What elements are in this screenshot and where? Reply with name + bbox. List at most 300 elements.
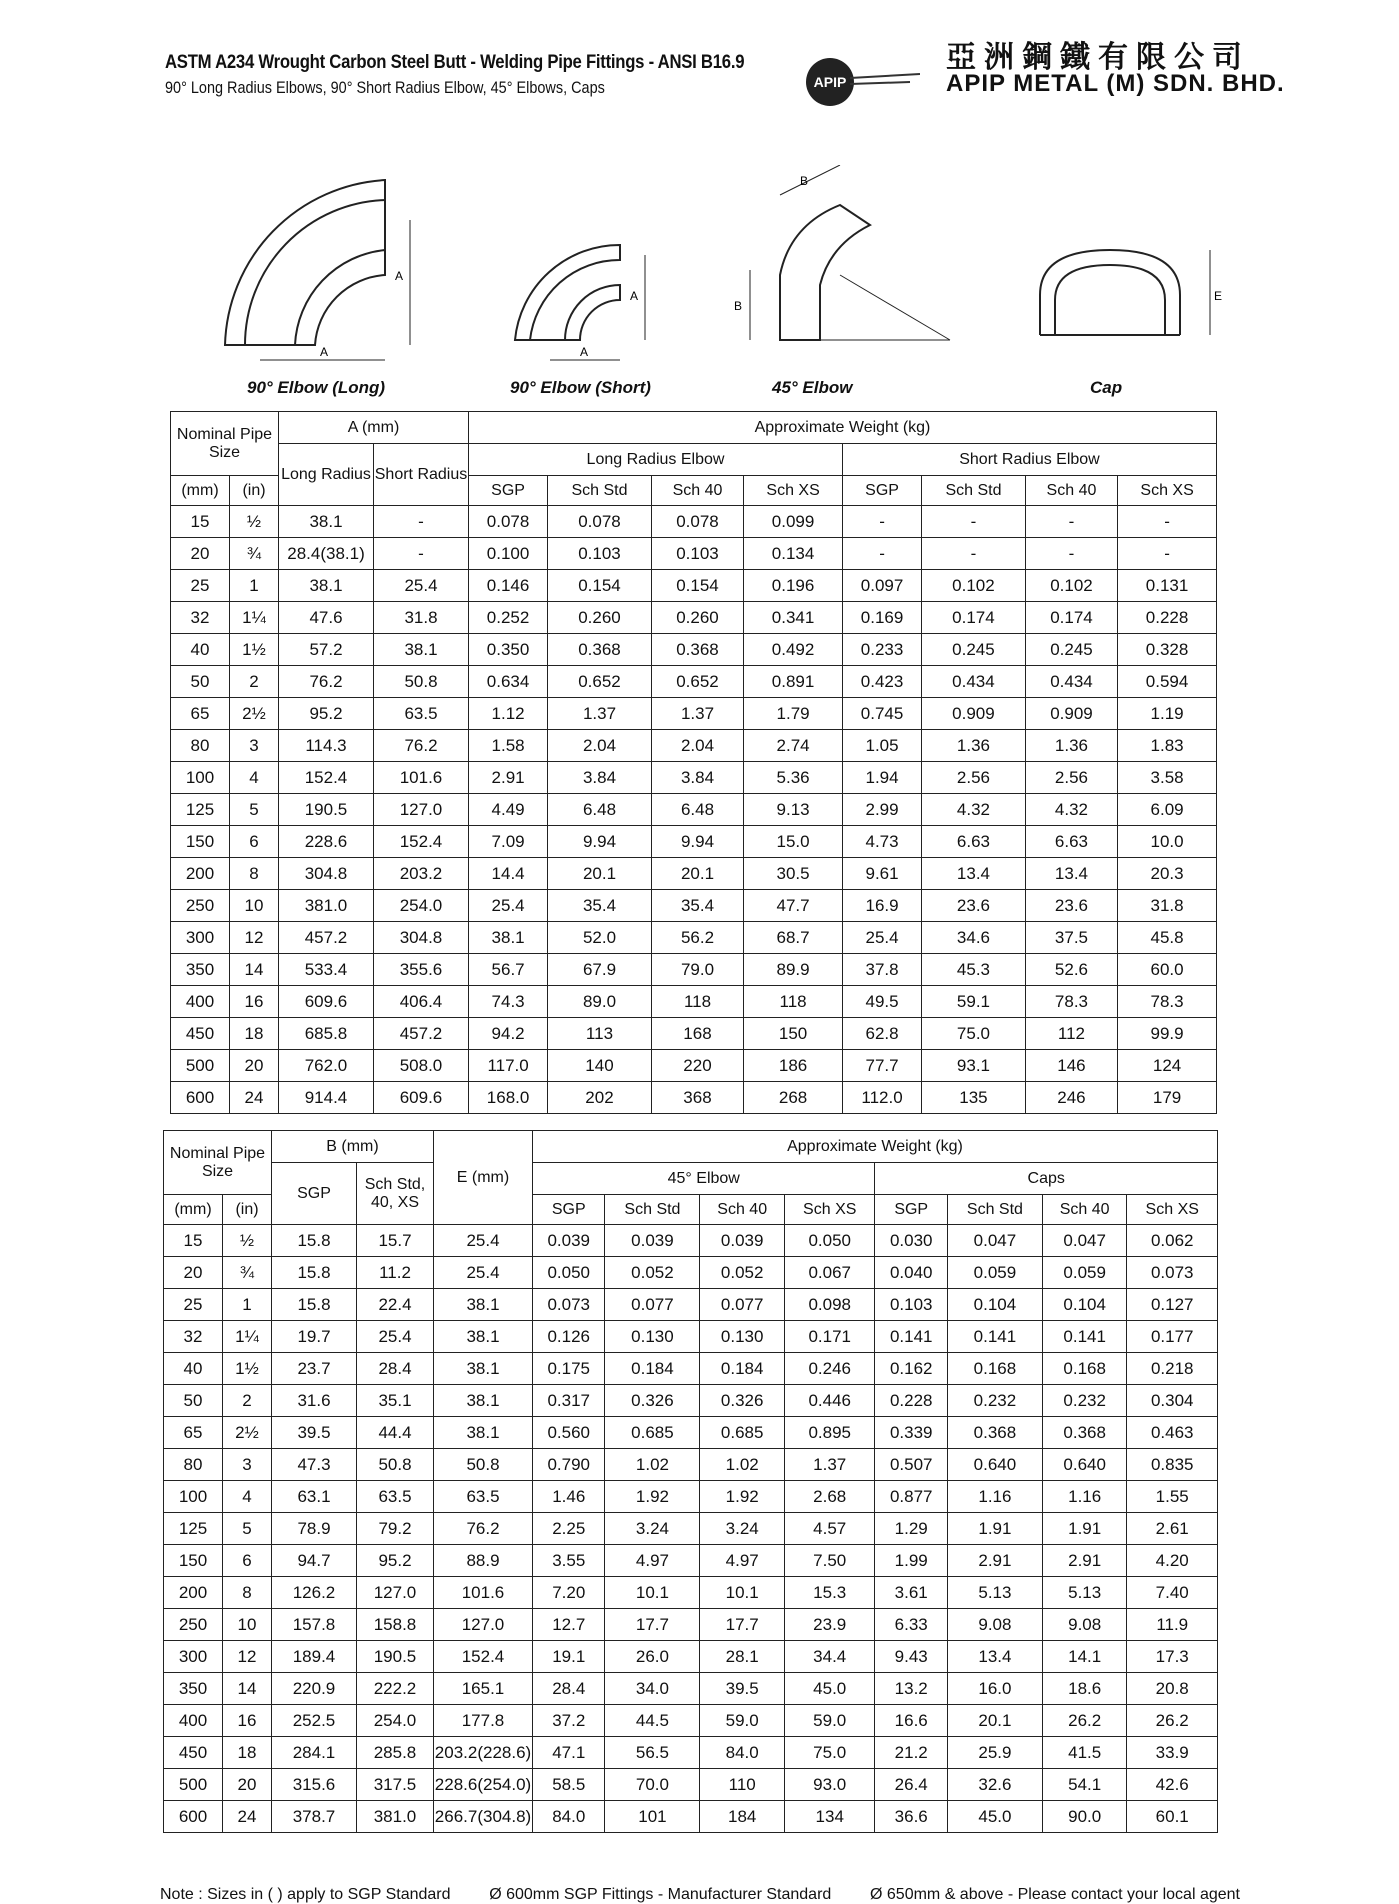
table-cell: 0.685 [605,1417,700,1449]
table-cell: 0.228 [1118,602,1217,634]
table-cell: 118 [744,986,843,1018]
table-cell: 762.0 [279,1050,374,1082]
table-cell: 9.94 [651,826,743,858]
table-cell: 0.507 [875,1449,947,1481]
table-cell: 3.55 [533,1545,605,1577]
table-cell: 15.8 [272,1257,357,1289]
table-cell: 23.6 [922,890,1026,922]
table-cell: 10.1 [605,1577,700,1609]
table-cell: 26.2 [1127,1705,1218,1737]
table-cell: 56.2 [651,922,743,954]
table-cell: 304.8 [374,922,469,954]
table-cell: 200 [171,858,230,890]
table-cell: 246 [1025,1082,1117,1114]
header-sub-col-1: Sch Std [548,476,652,506]
table-cell: 368 [651,1082,743,1114]
table-cell: 1¼ [223,1321,272,1353]
table-cell: 124 [1118,1050,1217,1082]
table-cell: 381.0 [357,1801,434,1833]
table-cell: 0.317 [533,1385,605,1417]
table-cell: 40 [164,1353,223,1385]
table-cell: 0.104 [947,1289,1042,1321]
table-cell: 17.7 [605,1609,700,1641]
table-cell: 89.0 [548,986,652,1018]
table-cell: 315.6 [272,1769,357,1801]
table-cell: 5 [230,794,279,826]
table-cell: 1.94 [842,762,921,794]
header-sub-col-3: Sch XS [744,476,843,506]
table-cell: 80 [171,730,230,762]
table-cell: 50.8 [357,1449,434,1481]
table-cell: 134 [784,1801,874,1833]
table-cell: 1.02 [605,1449,700,1481]
table-cell: 39.5 [272,1417,357,1449]
table-cell: 268 [744,1082,843,1114]
table-cell: 32 [164,1321,223,1353]
table-cell: 179 [1118,1082,1217,1114]
table-cell: 7.40 [1127,1577,1218,1609]
table-cell: 0.052 [605,1257,700,1289]
table-cell: 0.039 [700,1225,785,1257]
table-cell: 112.0 [842,1082,921,1114]
table-cell: 0.073 [533,1289,605,1321]
table-cell: 0.127 [1127,1289,1218,1321]
table-cell: 26.4 [875,1769,947,1801]
table-cell: 2.04 [548,730,652,762]
table-row [164,1545,1218,1577]
header-45-elbow: 45° Elbow [533,1163,875,1195]
table-cell: 0.050 [533,1257,605,1289]
table-cell: 2.91 [947,1545,1042,1577]
table-cell: 26.2 [1042,1705,1127,1737]
table-cell: 88.9 [434,1545,533,1577]
table-cell: 15.0 [744,826,843,858]
table-row [171,666,1217,698]
table-cell: 38.1 [434,1385,533,1417]
table-cell: 12 [230,922,279,954]
table-cell: 60.0 [1118,954,1217,986]
table-cell: 0.463 [1127,1417,1218,1449]
table-cell: 3.84 [548,762,652,794]
company-name-chinese: 亞洲鋼鐵有限公司 [946,40,1250,75]
table-cell: 28.4 [357,1353,434,1385]
table-row [171,954,1217,986]
table-cell: 38.1 [279,506,374,538]
table-cell: 2½ [230,698,279,730]
svg-text:A: A [580,345,589,359]
table-cell: 0.039 [533,1225,605,1257]
table-cell: 38.1 [469,922,548,954]
table-cell: 35.4 [548,890,652,922]
table-cell: 0.232 [947,1385,1042,1417]
table-cell: 609.6 [279,986,374,1018]
table-row [171,1050,1217,1082]
table-cell: 0.446 [784,1385,874,1417]
table-cell: 15.8 [272,1225,357,1257]
table-cell: 101.6 [374,762,469,794]
table-cell: 84.0 [700,1737,785,1769]
table-row [164,1737,1218,1769]
table-cell: 4 [223,1481,272,1513]
table-cell: 0.141 [875,1321,947,1353]
table-cell: 6 [230,826,279,858]
table-cell: 25.4 [434,1225,533,1257]
table-cell: 30.5 [744,858,843,890]
table-cell: 10.0 [1118,826,1217,858]
table-cell: 89.9 [744,954,843,986]
table-cell: 2.74 [744,730,843,762]
table-cell: 94.7 [272,1545,357,1577]
table-cell: 45.8 [1118,922,1217,954]
table-cell: 20 [171,538,230,570]
table-cell: 400 [164,1705,223,1737]
table-cell: 0.154 [651,570,743,602]
header-sr-elbow: Short Radius Elbow [842,444,1216,476]
table-cell: 0.174 [1025,602,1117,634]
table-row [171,890,1217,922]
table-cell: 284.1 [272,1737,357,1769]
table-cell: 140 [548,1050,652,1082]
table-cell: 0.594 [1118,666,1217,698]
table-cell: 52.6 [1025,954,1117,986]
table-cell: 146 [1025,1050,1117,1082]
table-cell: 50.8 [374,666,469,698]
table-cell: 4.57 [784,1513,874,1545]
table-cell: 57.2 [279,634,374,666]
table-cell: 2½ [223,1417,272,1449]
table-cell: 14 [223,1673,272,1705]
table-cell: 0.168 [1042,1353,1127,1385]
table-cell: 5.13 [1042,1577,1127,1609]
svg-text:A: A [320,345,329,359]
company-logo: APIP [806,58,854,106]
table-cell: 20.8 [1127,1673,1218,1705]
table-cell: 3 [223,1449,272,1481]
table-cell: 4.20 [1127,1545,1218,1577]
table-cell: 20 [223,1769,272,1801]
table-cell: 7.20 [533,1577,605,1609]
table-cell: 6.33 [875,1609,947,1641]
header-sub-col-7: Sch XS [1118,476,1217,506]
table-cell: 4 [230,762,279,794]
table-cell: 11.9 [1127,1609,1218,1641]
table-cell: 93.0 [784,1769,874,1801]
table-cell: 25.4 [374,570,469,602]
table-row [164,1705,1218,1737]
label-elbow-45: 45° Elbow [772,378,853,397]
table-row [171,794,1217,826]
table-cell: 135 [922,1082,1026,1114]
table-cell: 0.047 [1042,1225,1127,1257]
table-cell: 50 [171,666,230,698]
table-cell: 1 [230,570,279,602]
table-cell: 1.16 [947,1481,1042,1513]
table-cell: 31.8 [374,602,469,634]
header-in: (in) [230,476,279,506]
table-cell: 0.102 [1025,570,1117,602]
table-cell: 0.097 [842,570,921,602]
svg-text:A: A [395,269,404,283]
header-approx-weight: Approximate Weight (kg) [533,1131,1218,1163]
table-cell: - [842,506,921,538]
table-cell: 101 [605,1801,700,1833]
table-cell: 3.58 [1118,762,1217,794]
table-cell: 0.423 [842,666,921,698]
table-row [164,1641,1218,1673]
table-cell: 1¼ [230,602,279,634]
svg-text:E: E [1214,289,1223,303]
table-row [164,1353,1218,1385]
table-cell: 100 [164,1481,223,1513]
table-cell: 38.1 [279,570,374,602]
table-cell: 44.5 [605,1705,700,1737]
table-cell: 0.560 [533,1417,605,1449]
table-cell: 38.1 [434,1289,533,1321]
table-cell: 34.6 [922,922,1026,954]
table-row [171,730,1217,762]
table-cell: 914.4 [279,1082,374,1114]
table-cell: 19.7 [272,1321,357,1353]
table-row [171,1082,1217,1114]
table-cell: 76.2 [374,730,469,762]
table-cell: - [374,538,469,570]
label-elbow-short: 90° Elbow (Short) [510,378,651,397]
table-cell: 3.24 [700,1513,785,1545]
table-cell: 0.233 [842,634,921,666]
table-cell: ¾ [230,538,279,570]
table-cell: 609.6 [374,1082,469,1114]
table-cell: 184 [700,1801,785,1833]
table-cell: 1½ [230,634,279,666]
table-cell: 300 [164,1641,223,1673]
table-cell: 45.0 [947,1801,1042,1833]
table-row [171,762,1217,794]
table-cell: 5 [223,1513,272,1545]
table-cell: 38.1 [434,1353,533,1385]
table-cell: 0.098 [784,1289,874,1321]
table-cell: 23.7 [272,1353,357,1385]
table-cell: 250 [171,890,230,922]
header-b-sgp: SGP [272,1163,357,1225]
table-cell: 150 [171,826,230,858]
table-cell: 0.059 [1042,1257,1127,1289]
table-cell: 378.7 [272,1801,357,1833]
elbow-short-diagram [500,235,670,375]
table-cell: 74.3 [469,986,548,1018]
table-cell: 13.4 [947,1641,1042,1673]
table-row [171,570,1217,602]
table-cell: 31.6 [272,1385,357,1417]
table-cell: 0.131 [1118,570,1217,602]
table-cell: 0.434 [922,666,1026,698]
table-cell: 101.6 [434,1577,533,1609]
header-b-schstd: Sch Std, 40, XS [357,1163,434,1225]
table-cell: 200 [164,1577,223,1609]
table-cell: 0.245 [1025,634,1117,666]
table-cell: 4.97 [605,1545,700,1577]
table-cell: 1.92 [700,1481,785,1513]
table-row [164,1257,1218,1289]
cap-diagram [1030,245,1230,345]
header-sub-col-6: Sch 40 [1025,476,1117,506]
table-cell: 285.8 [357,1737,434,1769]
table-cell: 0.368 [548,634,652,666]
table-cell: 203.2 [374,858,469,890]
table-cell: 0.492 [744,634,843,666]
table-cell: 6.63 [922,826,1026,858]
table-cell: 4.97 [700,1545,785,1577]
table-cell: 0.640 [947,1449,1042,1481]
table-cell: 158.8 [357,1609,434,1641]
table-cell: 0.895 [784,1417,874,1449]
table-row [171,538,1217,570]
table-cell: 1.05 [842,730,921,762]
table-cell: 6.48 [651,794,743,826]
label-elbow-long: 90° Elbow (Long) [247,378,386,397]
table-cell: 0.141 [947,1321,1042,1353]
table-cell: 0.073 [1127,1257,1218,1289]
table-cell: 0.634 [469,666,548,698]
table-cell: 5.36 [744,762,843,794]
table-cell: 189.4 [272,1641,357,1673]
table-cell: 450 [164,1737,223,1769]
header-sub-col-3: Sch XS [784,1195,874,1225]
table-cell: 190.5 [279,794,374,826]
table-cell: 0.130 [605,1321,700,1353]
table-cell: 16 [230,986,279,1018]
table-cell: 355.6 [374,954,469,986]
table-cell: 0.228 [875,1385,947,1417]
table-cell: 34.0 [605,1673,700,1705]
table-cell: 77.7 [842,1050,921,1082]
table-cell: 0.326 [700,1385,785,1417]
header-nominal-size: Nominal Pipe Size [164,1131,272,1195]
table-cell: 10.1 [700,1577,785,1609]
table-cell: 0.168 [947,1353,1042,1385]
table-cell: 0.103 [875,1289,947,1321]
table-cell: 1½ [223,1353,272,1385]
table-cell: 2.91 [1042,1545,1127,1577]
table-cell: 13.4 [1025,858,1117,890]
table-cell: 112 [1025,1018,1117,1050]
table-cell: 15.8 [272,1289,357,1321]
table-cell: 0.169 [842,602,921,634]
table-cell: 1.99 [875,1545,947,1577]
footer-note [160,1886,1240,1904]
table-cell: 0.126 [533,1321,605,1353]
table-cell: 300 [171,922,230,954]
table-cell: 0.103 [651,538,743,570]
table-row [171,602,1217,634]
table-cell: 125 [171,794,230,826]
table-cell: 63.1 [272,1481,357,1513]
table-row [164,1321,1218,1353]
table-cell: 0.050 [784,1225,874,1257]
table-cell: 94.2 [469,1018,548,1050]
table-cell: 1.37 [548,698,652,730]
table-cell: 0.052 [700,1257,785,1289]
table-cell: 19.1 [533,1641,605,1673]
table-cell: 14.4 [469,858,548,890]
table-cell: 0.652 [548,666,652,698]
table-cell: 25 [171,570,230,602]
table-cell: 1 [223,1289,272,1321]
table-cell: 0.171 [784,1321,874,1353]
table-cell: 78.3 [1118,986,1217,1018]
table-cell: 99.9 [1118,1018,1217,1050]
table-cell: 22.4 [357,1289,434,1321]
table-cell: 2.68 [784,1481,874,1513]
header-in: (in) [223,1195,272,1225]
table-cell: 2.56 [922,762,1026,794]
table-cell: 23.9 [784,1609,874,1641]
table-cell: 168.0 [469,1082,548,1114]
table-cell: 63.5 [434,1481,533,1513]
table-cell: 350 [171,954,230,986]
table-cell: 24 [230,1082,279,1114]
table-cell: 0.184 [700,1353,785,1385]
table-cell: 20.3 [1118,858,1217,890]
table-cell: 37.2 [533,1705,605,1737]
table-cell: 0.652 [651,666,743,698]
table-cell: - [922,506,1026,538]
table-cell: 0.685 [700,1417,785,1449]
table-cell: 0.047 [947,1225,1042,1257]
table-row [164,1609,1218,1641]
table-cell: 2.99 [842,794,921,826]
table-cell: 0.350 [469,634,548,666]
table-row [164,1801,1218,1833]
table-cell: 0.078 [548,506,652,538]
table-cell: 0.099 [744,506,843,538]
table-cell: 79.0 [651,954,743,986]
table-cell: 25.4 [469,890,548,922]
elbow-long-diagram [215,160,435,370]
label-cap: Cap [1090,378,1123,397]
header-sub-col-0: SGP [533,1195,605,1225]
table-cell: 21.2 [875,1737,947,1769]
table-cell: 18.6 [1042,1673,1127,1705]
table-row [171,922,1217,954]
header-lr-elbow: Long Radius Elbow [469,444,843,476]
table-cell: 0.130 [700,1321,785,1353]
table-cell: 317.5 [357,1769,434,1801]
table-cell: 0.177 [1127,1321,1218,1353]
table-cell: 18 [223,1737,272,1769]
table-cell: 76.2 [434,1513,533,1545]
table-cell: 56.7 [469,954,548,986]
svg-text:B: B [800,174,809,188]
table-cell: 63.5 [374,698,469,730]
table-cell: 16 [223,1705,272,1737]
table-cell: 44.4 [357,1417,434,1449]
table-row [164,1673,1218,1705]
table-cell: 26.0 [605,1641,700,1673]
table-cell: ½ [223,1225,272,1257]
table-cell: 58.5 [533,1769,605,1801]
table-cell: - [1118,538,1217,570]
table-cell: 0.909 [1025,698,1117,730]
table-cell: 47.1 [533,1737,605,1769]
table-cell: 11.2 [357,1257,434,1289]
table-cell: 0.246 [784,1353,874,1385]
table-cell: 93.1 [922,1050,1026,1082]
table-cell: 4.49 [469,794,548,826]
table-cell: 125 [164,1513,223,1545]
table-cell: 190.5 [357,1641,434,1673]
table-cell: 117.0 [469,1050,548,1082]
table-cell: 406.4 [374,986,469,1018]
